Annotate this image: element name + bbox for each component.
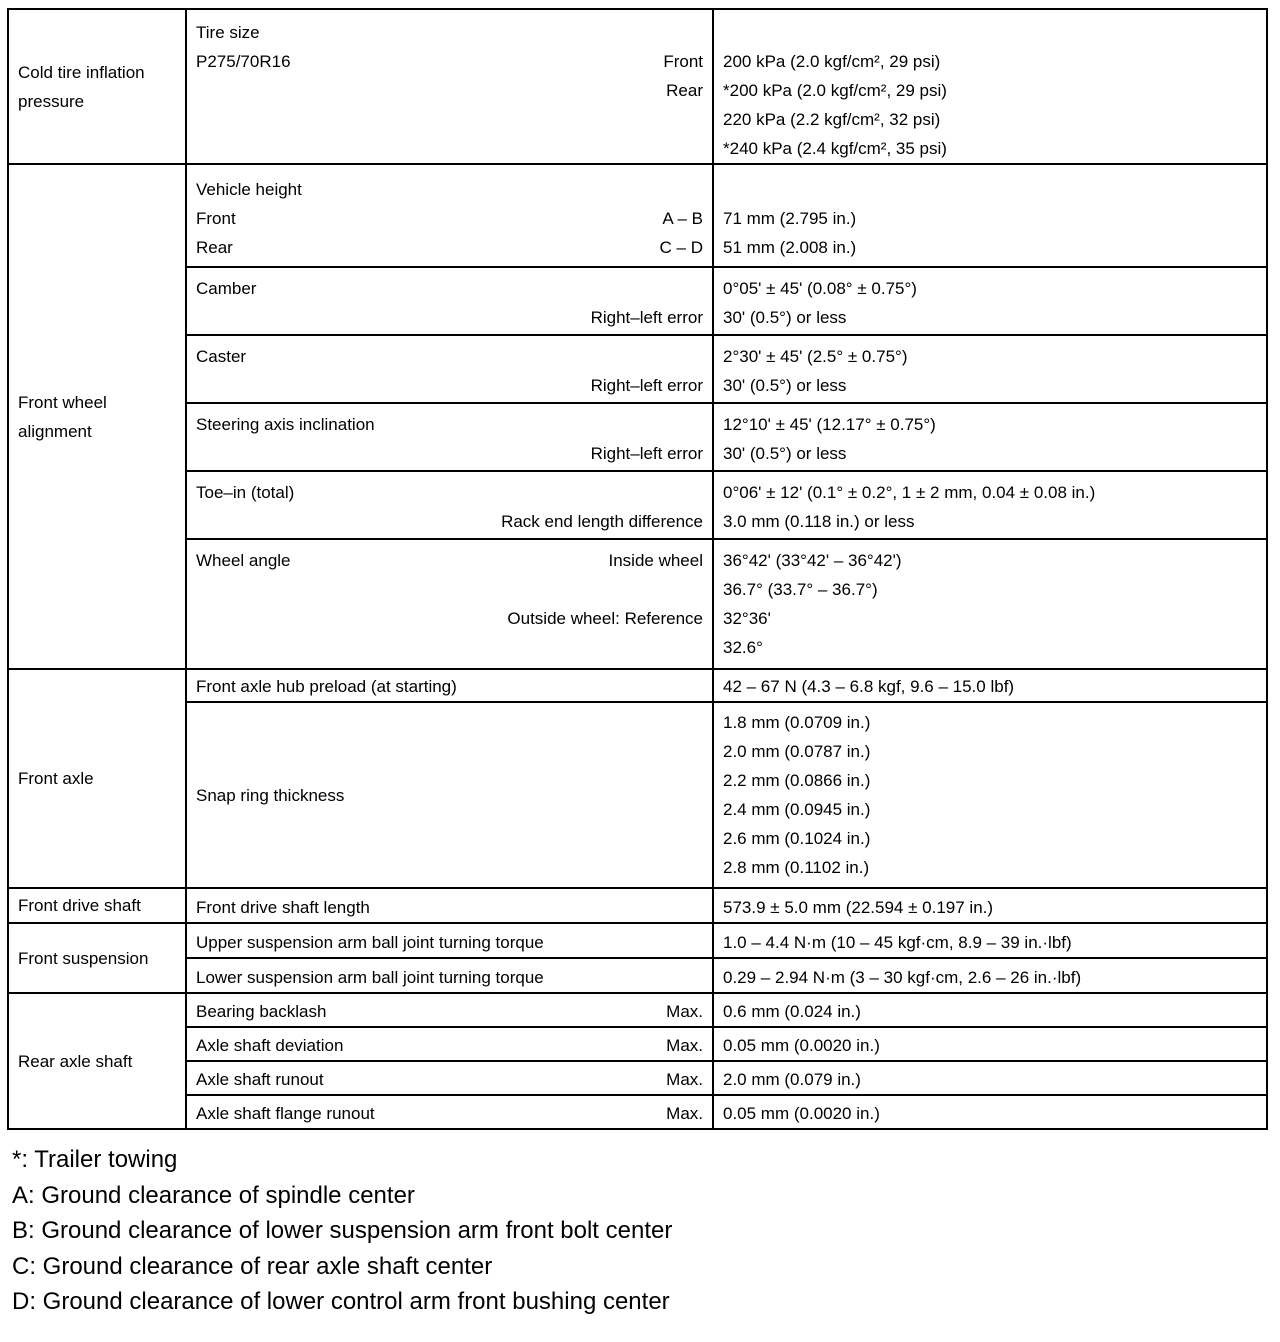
item-cell [186,1027,713,1061]
value-line: 3.0 mm (0.118 in.) or less [723,512,915,531]
value-line: 36.7° (33.7° – 36.7°) [723,580,878,599]
item-label: Snap ring thickness [196,785,345,805]
value-line: 200 kPa (2.0 kgf/cm², 29 psi) [723,52,941,71]
item-label: Toe–in (total) [196,483,295,502]
table-row [8,958,1267,993]
item-sub-label: Right–left error [590,444,703,463]
max-label: Max. [666,1002,703,1021]
value-cell [713,267,1267,335]
item-cell [186,958,713,993]
footnote: B: Ground clearance of lower suspension arm front bolt center [12,1217,673,1244]
table-row [8,993,1267,1027]
value-cell [713,335,1267,403]
table-row [8,1095,1267,1129]
value-line: 2.0 mm (0.079 in.) [723,1070,861,1089]
max-label: Max. [666,1036,703,1055]
item-cell [186,923,713,958]
value-line: 0°06' ± 12' (0.1° ± 0.2°, 1 ± 2 mm, 0.04 ± 0.08 in.) [723,483,1096,502]
value-line: 0.29 – 2.94 N·m (3 – 30 kgf·cm, 2.6 – 26 in.·lbf) [723,968,1082,987]
value-cell [713,539,1267,669]
table-row [8,539,1267,669]
category-cell [8,9,186,164]
table-row [8,1061,1267,1095]
value-line: 0.05 mm (0.0020 in.) [723,1104,880,1123]
item-label: Tire size [196,23,260,42]
value-line: 30' (0.5°) or less [723,308,847,327]
item-cell [186,539,713,669]
value-line: 2.2 mm (0.0866 in.) [723,771,871,790]
value-line: 2.6 mm (0.1024 in.) [723,829,871,848]
footnote: C: Ground clearance of rear axle shaft center [12,1252,493,1280]
item-label: Bearing backlash [196,1002,327,1021]
item-label: Camber [196,279,257,298]
item-cell [186,702,713,888]
item-sub-label: Outside wheel: Reference [507,609,703,628]
item-cell [186,669,713,702]
item-cell [186,9,713,164]
item-label: Front drive shaft length [196,898,370,917]
footnote: A: Ground clearance of spindle center [12,1181,415,1209]
value-cell [713,888,1267,923]
value-line: *200 kPa (2.0 kgf/cm², 29 psi) [723,81,947,100]
value-line: 1.8 mm (0.0709 in.) [723,713,871,732]
table-row [8,164,1267,267]
table-row [8,923,1267,958]
table-row [8,267,1267,335]
value-line: 0°05' ± 45' (0.08° ± 0.75°) [723,279,917,298]
category-cell [8,669,186,888]
item-cell [186,164,713,267]
item-cell [186,1061,713,1095]
value-cell [713,958,1267,993]
value-line: 0.6 mm (0.024 in.) [723,1002,861,1021]
table-row [8,335,1267,403]
value-line: 2.0 mm (0.0787 in.) [723,742,871,761]
item-label: Axle shaft deviation [196,1036,344,1055]
category-cell [8,923,186,993]
value-line: 2.8 mm (0.1102 in.) [723,858,870,877]
item-sub-label: Front [663,52,703,71]
value-line: 573.9 ± 5.0 mm (22.594 ± 0.197 in.) [723,898,994,917]
value-line: 12°10' ± 45' (12.17° ± 0.75°) [723,415,936,434]
footnote: D: Ground clearance of lower control arm front bushing center [12,1288,670,1315]
item-label: Vehicle height [196,180,302,199]
category-label: Front suspension [18,948,149,968]
value-cell [713,9,1267,164]
value-cell [713,702,1267,888]
item-code: A – B [662,209,703,228]
category-cell [8,993,186,1129]
item-cell [186,267,713,335]
item-label: Caster [196,347,247,366]
item-label: Front axle hub preload (at starting) [196,677,457,696]
category-label: Cold tire inflation pressure [18,62,145,111]
item-code: C – D [659,238,703,257]
value-cell [713,1095,1267,1129]
specification-table [7,8,1268,1130]
item-sub-label: Right–left error [590,376,703,395]
item-cell [186,471,713,539]
value-line: 30' (0.5°) or less [723,376,847,395]
value-line: 1.0 – 4.4 N·m (10 – 45 kgf·cm, 8.9 – 39 in.·lbf) [723,933,1072,952]
category-label: Front wheel alignment [18,392,107,441]
item-cell [186,335,713,403]
item-sub-label: Rack end length difference [501,512,703,531]
table-row [8,9,1267,164]
value-line: 32.6° [723,638,763,657]
value-line: 2°30' ± 45' (2.5° ± 0.75°) [723,347,908,366]
table-row [8,471,1267,539]
value-line: 220 kPa (2.2 kgf/cm², 32 psi) [723,110,941,129]
category-label: Rear axle shaft [18,1051,133,1071]
category-cell [8,888,186,923]
value-line: 51 mm (2.008 in.) [723,238,857,257]
tire-size: P275/70R16 [196,52,291,71]
table-row [8,888,1267,923]
item-label: Upper suspension arm ball joint turning torque [196,933,544,952]
value-line: 0.05 mm (0.0020 in.) [723,1036,880,1055]
item-label: Steering axis inclination [196,415,375,434]
item-label: Wheel angle [196,551,291,570]
value-line: 32°36' [723,609,771,628]
value-line: 71 mm (2.795 in.) [723,209,857,228]
value-cell [713,471,1267,539]
value-line: *240 kPa (2.4 kgf/cm², 35 psi) [723,139,947,158]
table-row [8,669,1267,702]
table-row [8,403,1267,471]
value-line: 42 – 67 N (4.3 – 6.8 kgf, 9.6 – 15.0 lbf) [723,677,1015,696]
table-row [8,1027,1267,1061]
value-line: 36°42' (33°42' – 36°42') [723,551,902,570]
value-cell [713,403,1267,471]
category-label: Front axle [18,769,94,788]
item-sub-label: Right–left error [590,308,703,327]
footnotes [12,1142,672,1320]
value-cell [713,923,1267,958]
category-label: Front drive shaft [18,896,141,915]
item-label: Lower suspension arm ball joint turning torque [196,968,544,987]
value-cell [713,1027,1267,1061]
max-label: Max. [666,1104,703,1123]
max-label: Max. [666,1070,703,1089]
value-cell [713,164,1267,267]
item-sub-label: Rear [666,81,703,100]
table-row [8,702,1267,888]
value-cell [713,1061,1267,1095]
item-label: Axle shaft runout [196,1070,324,1089]
item-sub-label: Front [196,209,236,228]
item-sub-label: Inside wheel [608,551,703,570]
item-cell [186,1095,713,1129]
value-line: 2.4 mm (0.0945 in.) [723,800,871,819]
item-label: Axle shaft flange runout [196,1104,375,1123]
footnote: *: Trailer towing [12,1146,178,1173]
category-cell [8,164,186,669]
value-line: 30' (0.5°) or less [723,444,847,463]
item-cell [186,403,713,471]
item-sub-label: Rear [196,238,233,257]
value-cell [713,669,1267,702]
item-cell [186,888,713,923]
value-cell [713,993,1267,1027]
item-cell [186,993,713,1027]
